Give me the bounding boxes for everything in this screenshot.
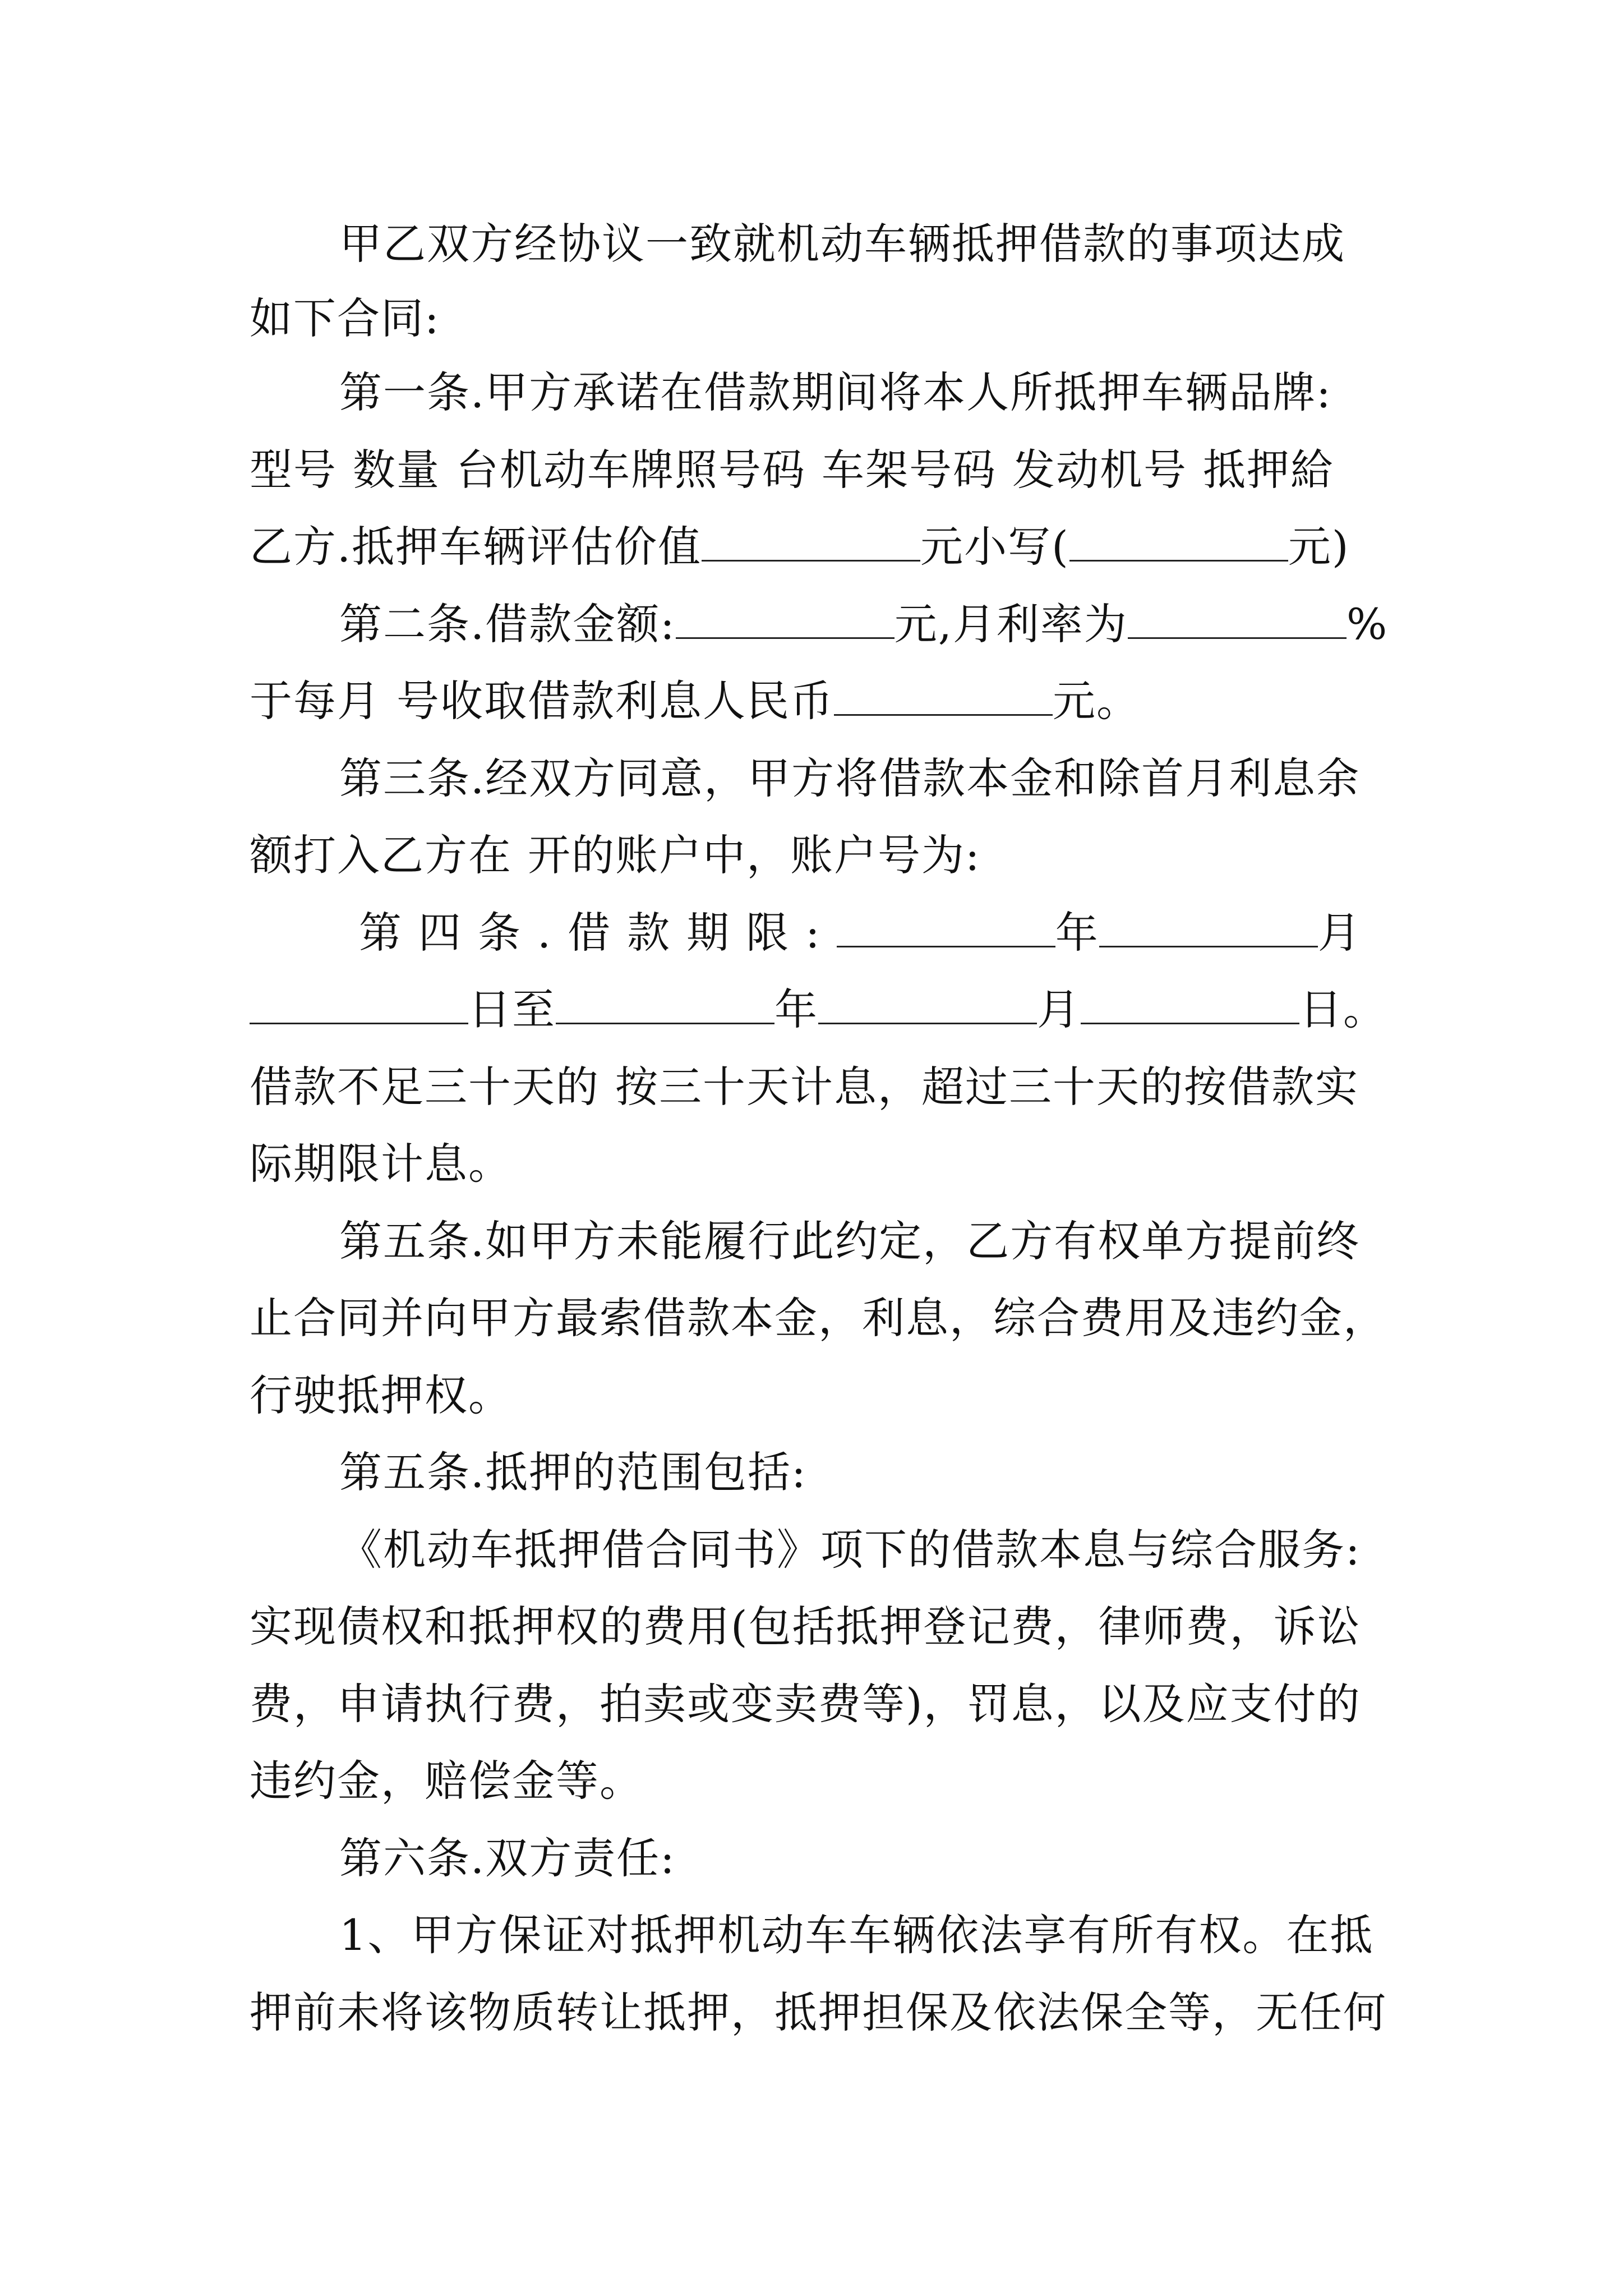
monthly-rate-blank [1128,597,1347,639]
article-2-line-2: 于每月 号收取借款利息人民币 元。 [250,673,1140,729]
article-5-line-3: 行驶抵押权。 [250,1370,512,1420]
article-2-line-1: 第二条.借款金额: 元,月利率为 % [339,596,1388,652]
end-year-blank [556,982,774,1024]
intro-line-1: 甲乙双方经协议一致就机动车辆抵押借款的事项达成 [339,219,1345,269]
article-5b-line-4: 费，申请执行费，拍卖或变卖费等)，罚息，以及应支付的 [250,1679,1361,1729]
article-6-line-3: 押前未将该物质转让抵押，抵押担保及依法保全等，无任何 [250,1987,1387,2037]
end-month-blank [818,982,1037,1024]
end-day-blank [1081,982,1299,1024]
article-5b-line-1: 第五条.抵押的范围包括: [339,1447,807,1497]
article-4-line-2: 日至 年 月 日。 [250,982,1387,1038]
article-6-line-2: 1、甲方保证对抵押机动车车辆依法享有所有权。在抵 [339,1910,1374,1960]
article-5-line-1: 第五条.如甲方未能履行此约定，乙方有权单方提前终 [339,1216,1361,1266]
intro-line-2: 如下合同: [250,293,440,343]
article-5b-line-2: 《机动车抵押借合同书》项下的借款本息与综合服务: [339,1525,1361,1575]
article-5-line-2: 止合同并向甲方最索借款本金，利息，综合费用及违约金， [250,1293,1387,1343]
article-4-line-1: 第四条.借款期限: 年 月 [359,905,1362,961]
appraisal-value-figure-blank [1069,519,1288,562]
article-4-line-4: 际期限计息。 [250,1139,512,1189]
start-month-blank [1099,905,1318,947]
article-5b-line-5: 违约金，赔偿金等。 [250,1756,643,1806]
appraisal-value-blank [702,519,920,562]
start-year-blank [837,905,1055,947]
article-3-line-1: 第三条.经双方同意，甲方将借款本金和除首月利息余 [339,753,1361,803]
interest-amount-blank [834,674,1053,716]
article-1-line-1: 第一条.甲方承诺在借款期间将本人所抵押车辆品牌: [339,367,1332,417]
article-3-line-2: 额打入乙方在 开的账户中，账户号为: [250,830,981,880]
article-5b-line-3: 实现债权和抵押权的费用(包括抵押登记费，律师费，诉讼 [250,1602,1361,1651]
article-4-line-3: 借款不足三十天的 按三十天计息，超过三十天的按借款实 [250,1062,1359,1112]
article-1-line-3: 乙方.抵押车辆评估价值 元小写( 元) [250,519,1349,575]
start-day-blank [250,982,468,1024]
article-1-line-2: 型号 数量 台机动车牌照号码 车架号码 发动机号 抵押給 [250,445,1334,495]
article-6-line-1: 第六条.双方责任: [339,1833,676,1883]
loan-amount-blank [676,597,895,639]
